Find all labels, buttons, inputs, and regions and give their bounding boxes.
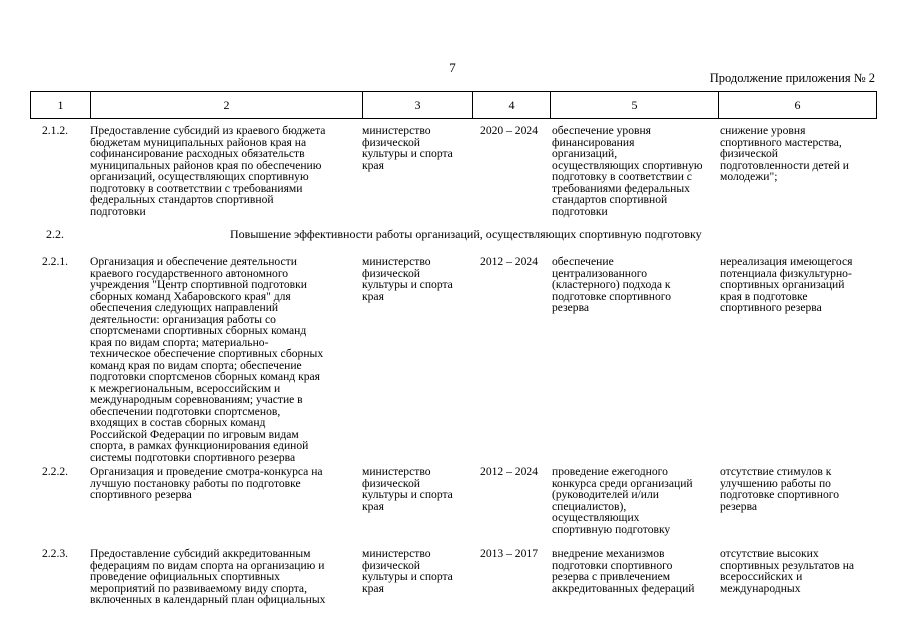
text-line: краевого государственного автономного xyxy=(90,266,289,280)
text-line: отсутствие высоких xyxy=(720,547,819,560)
row-number: 2.2.2. xyxy=(41,465,69,478)
text-line: улучшению работы по xyxy=(720,476,831,490)
text-line: резерва xyxy=(552,301,590,314)
text-line: системы подготовки спортивного резерва xyxy=(90,450,296,464)
text-line: Российской Федерации по игровым видам xyxy=(90,427,299,441)
row-description xyxy=(90,548,360,606)
row-result xyxy=(552,548,718,594)
text-line: обеспечение уровня xyxy=(552,124,652,137)
text-line: физической xyxy=(720,147,778,160)
text-line: стандартов спортивной xyxy=(552,193,668,206)
text-line: края xyxy=(362,289,384,303)
text-line: физической xyxy=(362,135,420,149)
text-line: специалистов), xyxy=(552,499,627,513)
row-period: 2013 – 2017 xyxy=(480,547,538,560)
text-line: края в подготовке xyxy=(720,289,808,303)
text-line: отсутствие стимулов к xyxy=(720,465,832,478)
text-line: края по видам спорта; материально- xyxy=(90,335,269,349)
text-line: проведение ежегодного xyxy=(552,465,668,478)
text-line: министерство xyxy=(362,255,431,268)
text-line: спортивных результатов на xyxy=(720,558,855,572)
text-line: спортивного мастерства, xyxy=(720,135,842,149)
text-line: Организация и обеспечение деятельности xyxy=(90,255,297,268)
row-result xyxy=(552,256,718,314)
appendix-note: Продолжение приложения № 2 xyxy=(709,71,875,85)
text-line: включенных в календарный план официальных xyxy=(90,593,326,606)
header-row xyxy=(31,92,877,119)
text-line: международных xyxy=(720,581,801,595)
text-line: софинансирование расходных обязательств xyxy=(90,147,305,160)
row-number: 2.1.2. xyxy=(41,124,69,137)
text-line: мероприятий по развиваемому виду спорта, xyxy=(90,581,307,595)
text-line: подготовки спортсменов сборных команд края xyxy=(90,370,321,383)
text-line: физической xyxy=(362,558,420,572)
text-line: конкурса среди организаций xyxy=(552,476,693,490)
text-line: снижение уровня xyxy=(720,124,806,137)
header-col-6: 6 xyxy=(719,92,877,119)
column-header-table xyxy=(30,91,877,119)
row-result xyxy=(552,466,718,535)
text-line: подготовке спортивного xyxy=(552,289,672,303)
text-line: организаций, осуществляющих спортивную xyxy=(90,170,309,183)
text-line: бюджетам муниципальных районов края на xyxy=(90,135,307,149)
text-line: требованиями федеральных xyxy=(552,181,690,195)
text-line: организаций, xyxy=(552,147,618,160)
text-line: спортивного резерва xyxy=(90,488,192,501)
row-period: 2012 – 2024 xyxy=(480,465,538,478)
row-consequence xyxy=(720,466,880,512)
text-line: потенциала физкультурно- xyxy=(720,266,852,280)
text-line: подготовку в соответствии с требованиями xyxy=(90,181,303,195)
text-line: спортивного резерва xyxy=(720,301,822,314)
text-line: подготовку в соответствии с xyxy=(552,170,692,183)
text-line: культуры и спорта xyxy=(362,570,453,583)
text-line: министерство xyxy=(362,465,431,478)
text-line: культуры и спорта xyxy=(362,147,453,160)
text-line: (кластерного) подхода к xyxy=(552,278,671,291)
text-line: подготовки xyxy=(90,204,146,218)
header-col-2: 2 xyxy=(91,92,363,119)
text-line: резерва с привлечением xyxy=(552,570,671,583)
text-line: федерациям по видам спорта на организацию и xyxy=(90,558,325,572)
page-number: 7 xyxy=(449,60,456,75)
text-line: команд края по видам спорта; обеспечение xyxy=(90,358,302,372)
text-line: спортивных организаций xyxy=(720,278,845,291)
text-line: проведение официальных спортивных xyxy=(90,570,280,583)
text-line: к межрегиональным, всероссийским и xyxy=(90,381,281,395)
text-line: федеральных стандартов спортивной xyxy=(90,193,274,206)
text-line: входящих в состав сборных команд xyxy=(90,416,266,429)
text-line: обеспечении подготовки спортсменов, xyxy=(90,404,281,418)
header-col-5: 5 xyxy=(551,92,719,119)
text-line: подготовки спортивного xyxy=(552,558,673,572)
text-line: (руководителей и/или xyxy=(552,488,659,501)
row-description xyxy=(90,256,360,463)
text-line: всероссийских и xyxy=(720,570,803,583)
text-line: сборных команд Хабаровского края" для xyxy=(90,289,291,303)
text-line: подготовки xyxy=(552,204,608,218)
text-line: финансирования xyxy=(552,135,635,149)
text-line: молодежи"; xyxy=(720,170,778,183)
row-executor xyxy=(362,466,470,512)
text-line: министерство xyxy=(362,124,431,137)
row-period: 2012 – 2024 xyxy=(480,255,538,268)
text-line: резерва xyxy=(720,499,758,513)
row-number: 2.2.1. xyxy=(41,255,69,268)
text-line: культуры и спорта xyxy=(362,278,453,291)
text-line: спортсменами спортивных сборных команд xyxy=(90,324,307,337)
text-line: подготовленности детей и xyxy=(720,158,850,172)
row-consequence xyxy=(720,256,880,314)
text-line: лучшую постановку работы по подготовке xyxy=(90,476,301,490)
text-line: Организация и проведение смотра-конкурса на xyxy=(90,465,323,478)
text-line: края xyxy=(362,581,384,595)
row-description xyxy=(90,466,360,501)
text-line: края xyxy=(362,158,384,172)
row-period: 2020 – 2024 xyxy=(480,124,538,137)
text-line: спорта, в рамках функционирования единой xyxy=(90,439,309,452)
text-line: культуры и спорта xyxy=(362,488,453,501)
text-line: обеспечения следующих направлений xyxy=(90,301,279,314)
text-line: физической xyxy=(362,476,420,490)
header-col-4: 4 xyxy=(473,92,551,119)
row-executor xyxy=(362,548,470,594)
row-consequence xyxy=(720,125,880,183)
text-line: централизованного xyxy=(552,266,648,280)
text-line: аккредитованных федераций xyxy=(552,581,695,595)
row-consequence xyxy=(720,548,880,594)
row-executor xyxy=(362,125,470,171)
text-line: министерство xyxy=(362,547,431,560)
text-line: муниципальных районов края по обеспечению xyxy=(90,158,322,172)
text-line: осуществляющих спортивную xyxy=(552,158,703,172)
text-line: спортивную подготовку xyxy=(552,522,671,536)
text-line: деятельности: организация работы со xyxy=(90,312,276,326)
row-number: 2.2.3. xyxy=(41,547,69,560)
text-line: Предоставление субсидий аккредитованным xyxy=(90,547,311,560)
text-line: осуществляющих xyxy=(552,511,640,524)
row-result xyxy=(552,125,718,217)
header-col-1: 1 xyxy=(31,92,91,119)
text-line: международным соревнованиям; участие в xyxy=(90,393,303,406)
row-executor xyxy=(362,256,470,302)
text-line: внедрение механизмов xyxy=(552,547,665,560)
section-title: Повышение эффективности работы организаций, осуществляющих спортивную подготовку xyxy=(230,227,702,241)
text-line: нереализация имеющегося xyxy=(720,255,853,268)
text-line: техническое обеспечение спортивных сборных xyxy=(90,347,324,360)
text-line: физической xyxy=(362,266,420,280)
section-number: 2.2. xyxy=(46,227,64,241)
row-description xyxy=(90,125,360,217)
text-line: Предоставление субсидий из краевого бюджета xyxy=(90,124,326,137)
text-line: учреждения "Центр спортивной подготовки xyxy=(90,278,307,291)
text-line: подготовке спортивного xyxy=(720,488,840,501)
header-col-3: 3 xyxy=(363,92,473,119)
text-line: обеспечение xyxy=(552,255,614,268)
text-line: края xyxy=(362,499,384,513)
